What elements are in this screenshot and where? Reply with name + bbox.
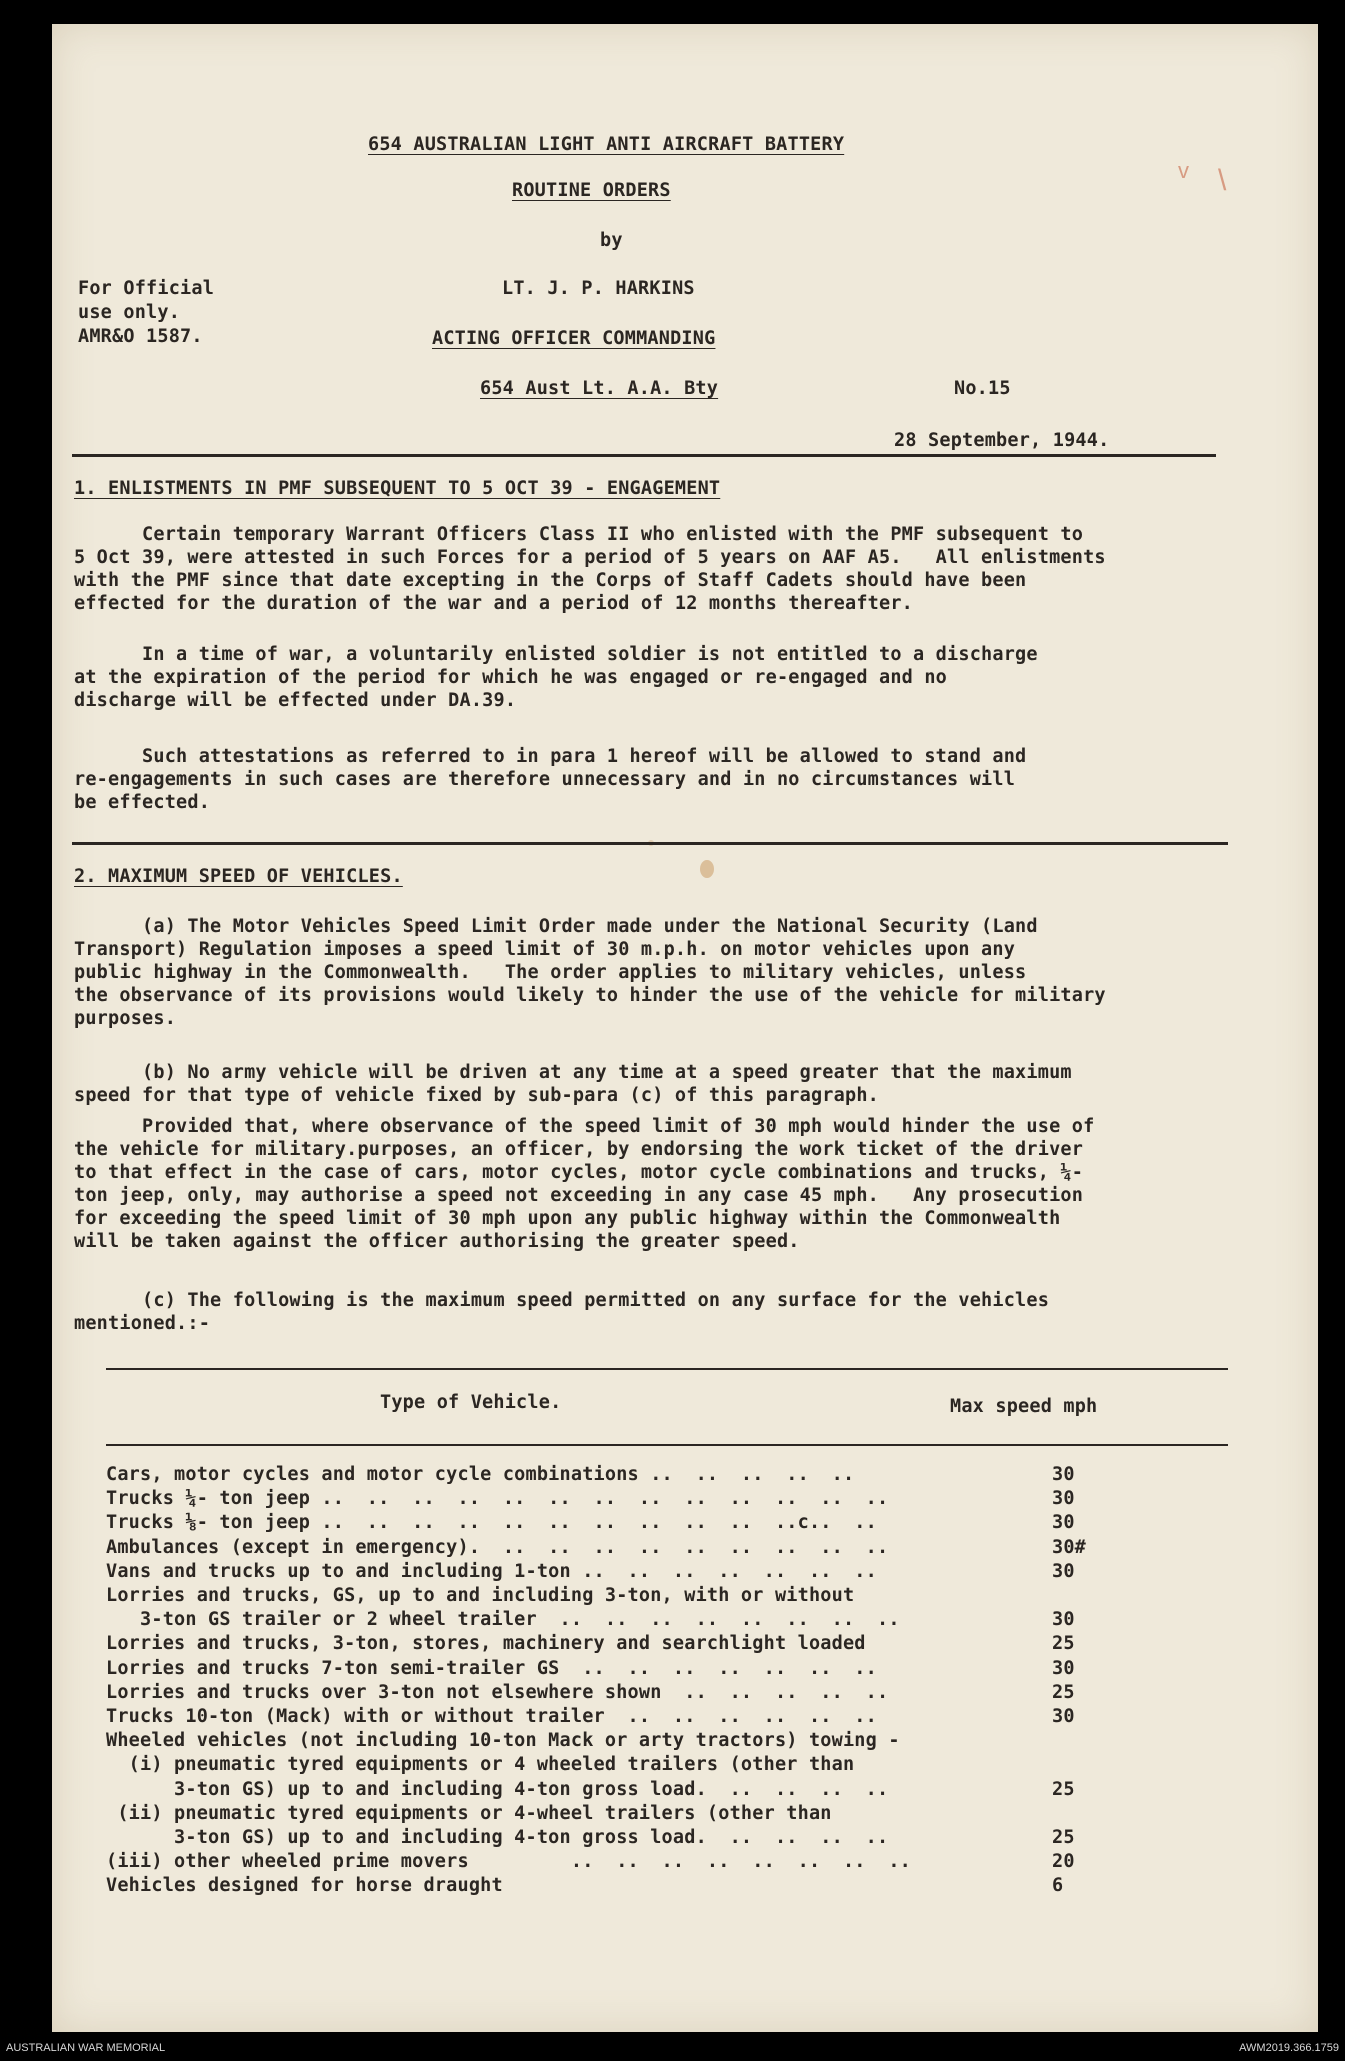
paragraph (74, 1290, 1049, 1334)
vehicle-type-cell: (ii) pneumatic tyred equipments or 4-wheel trailers (other than (106, 1802, 832, 1824)
max-speed-cell: 30 (1052, 1512, 1075, 1534)
text-line: Transport) Regulation imposes a speed limit of 30 m.p.h. on motor vehicles upon any (74, 939, 1016, 960)
table-row (106, 1754, 1266, 1778)
paragraph (74, 746, 1026, 813)
archive-credit: AUSTRALIAN WAR MEMORIAL (6, 2042, 166, 2054)
paragraph (74, 524, 1106, 614)
text-line: with the PMF since that date excepting in the Corps of Staff Cadets should have been (74, 570, 1027, 591)
text-line: re-engagements in such cases are therefore unnecessary and in no circumstances will (74, 769, 1016, 790)
text-line: ton jeep, only, may authorise a speed not exceeding in any case 45 mph. Any prosecution (74, 1185, 1084, 1206)
table-row (106, 1585, 1266, 1609)
max-speed-cell: 30 (1052, 1488, 1075, 1510)
table-row (106, 1561, 1266, 1585)
paragraph (74, 916, 1106, 1029)
table-row (106, 1658, 1266, 1682)
text-line: mentioned.:- (74, 1313, 211, 1334)
vehicle-type-cell: Lorries and trucks 7-ton semi-trailer GS .. .. .. .. .. .. .. (106, 1657, 877, 1679)
text-line: Provided that, where observance of the speed limit of 30 mph would hinder the use of (74, 1116, 1095, 1137)
section-rule (72, 842, 1228, 845)
paragraph (74, 644, 1038, 711)
pencil-tick-mark: \ (1218, 164, 1227, 197)
pencil-tick-mark: v (1178, 158, 1189, 183)
max-speed-cell: 6 (1052, 1875, 1064, 1897)
text-line: Certain temporary Warrant Officers Class II who enlisted with the PMF subsequent to (74, 524, 1084, 545)
text-line: effected for the duration of the war and a period of 12 months thereafter. (74, 593, 914, 614)
text-line: (c) The following is the maximum speed permitted on any surface for the vehicles (74, 1290, 1050, 1311)
max-speed-cell: 25 (1052, 1681, 1075, 1703)
paragraph (74, 1062, 1072, 1106)
vehicle-type-cell: Lorries and trucks over 3-ton not elsewhere shown .. .. .. .. .. (106, 1681, 889, 1703)
paragraph (74, 1116, 1094, 1252)
max-speed-cell: 30# (1052, 1536, 1087, 1558)
unit-short-name: 654 Aust Lt. A.A. Bty (480, 378, 719, 399)
vehicle-type-cell: Trucks ⅛- ton jeep .. .. .. .. .. .. .. .. .. .. ..c.. .. (106, 1512, 877, 1534)
table-top-rule (106, 1368, 1228, 1370)
vehicle-type-cell: (iii) other wheeled prime movers .. .. .. .. .. .. .. .. (106, 1851, 911, 1873)
table-row (106, 1851, 1266, 1875)
vehicle-type-cell: (i) pneumatic tyred equipments or 4 wheeled trailers (other than (106, 1754, 855, 1776)
vehicle-type-cell: 3-ton GS) up to and including 4-ton gross load. .. .. .. .. (106, 1827, 889, 1848)
text-line: the observance of its provisions would likely to hinder the use of the vehicle for military (74, 985, 1106, 1006)
text-line: be effected. (74, 792, 211, 813)
table-row (106, 1827, 1266, 1851)
max-speed-cell: 25 (1052, 1827, 1075, 1848)
vehicle-type-cell: Trucks ¼- ton jeep .. .. .. .. .. .. .. .. .. .. .. .. .. (106, 1488, 889, 1510)
section-heading: 1. ENLISTMENTS IN PMF SUBSEQUENT TO 5 OCT 39 - ENGAGEMENT (74, 478, 721, 499)
table-header-speed: Max speed mph (950, 1396, 1098, 1417)
section-heading: 2. MAXIMUM SPEED OF VEHICLES. (74, 866, 403, 887)
vehicle-type-cell: Cars, motor cycles and motor cycle combinations .. .. .. .. .. (106, 1464, 855, 1485)
archive-reference: AWM2019.366.1759 (1239, 2042, 1339, 2054)
table-row (106, 1730, 1266, 1754)
table-row (106, 1779, 1266, 1803)
max-speed-cell: 25 (1052, 1778, 1075, 1800)
table-row (106, 1488, 1266, 1512)
classification-line: AMR&O 1587. (78, 326, 203, 347)
text-line: In a time of war, a voluntarily enlisted soldier is not entitled to a discharge (74, 644, 1038, 665)
order-date: 28 September, 1944. (894, 430, 1110, 451)
vehicle-type-cell: Vehicles designed for horse draught (106, 1875, 503, 1897)
max-speed-cell: 30 (1052, 1657, 1075, 1679)
max-speed-cell: 25 (1052, 1633, 1075, 1655)
classification-line: use only. (78, 302, 181, 323)
paper-stain (700, 860, 714, 878)
table-row (106, 1609, 1266, 1633)
text-line: speed for that type of vehicle fixed by sub-para (c) of this paragraph. (74, 1085, 879, 1106)
vehicle-type-cell: Lorries and trucks, 3-ton, stores, machinery and searchlight loaded (106, 1633, 866, 1655)
header-rule (72, 454, 1216, 457)
vehicle-type-cell: 3-ton GS) up to and including 4-ton gross load. .. .. .. .. (106, 1778, 889, 1800)
text-line: (b) No army vehicle will be driven at any time at a speed greater that the maximum (74, 1062, 1072, 1083)
text-line: public highway in the Commonwealth. The order applies to military vehicles, unless (74, 962, 1027, 983)
text-line: at the expiration of the period for which he was engaged or re-engaged and no (74, 667, 948, 688)
table-row (106, 1512, 1266, 1536)
doc-type-title: ROUTINE ORDERS (512, 180, 671, 201)
text-line: purposes. (74, 1008, 177, 1029)
max-speed-cell: 30 (1052, 1464, 1075, 1485)
table-header-rule (106, 1444, 1228, 1446)
vehicle-type-cell: Vans and trucks up to and including 1-ton .. .. .. .. .. .. .. (106, 1560, 877, 1582)
table-row (106, 1633, 1266, 1657)
text-line: to that effect in the case of cars, motor cycles, motor cycle combinations and trucks, ¼- (74, 1162, 1084, 1183)
vehicle-type-cell: Wheeled vehicles (not including 10-ton Mack or arty tractors) towing - (106, 1730, 900, 1752)
text-line: 5 Oct 39, were attested in such Forces for a period of 5 years on AAF A5. All enlistments (74, 547, 1106, 568)
table-row (106, 1537, 1266, 1561)
max-speed-cell: 30 (1052, 1560, 1075, 1582)
vehicle-type-cell: Lorries and trucks, GS, up to and including 3-ton, with or without (106, 1585, 855, 1606)
unit-title: 654 AUSTRALIAN LIGHT ANTI AIRCRAFT BATTERY (368, 134, 845, 155)
text-line: (a) The Motor Vehicles Speed Limit Order made under the National Security (Land (74, 916, 1038, 937)
table-row (106, 1682, 1266, 1706)
table-row (106, 1464, 1266, 1488)
officer-title: ACTING OFFICER COMMANDING (432, 328, 716, 349)
max-speed-cell: 30 (1052, 1706, 1075, 1727)
text-line: will be taken against the officer authorising the greater speed. (74, 1231, 800, 1252)
max-speed-cell: 30 (1052, 1609, 1075, 1631)
classification-line: For Official (78, 278, 215, 299)
order-number: No.15 (954, 378, 1011, 399)
vehicle-type-cell: Trucks 10-ton (Mack) with or without trailer .. .. .. .. .. .. (106, 1706, 877, 1727)
vehicle-type-cell: Ambulances (except in emergency). .. .. .. .. .. .. .. .. .. (106, 1536, 889, 1558)
table-header-type: Type of Vehicle. (380, 1392, 562, 1413)
max-speed-cell: 20 (1052, 1851, 1075, 1873)
table-row (106, 1706, 1266, 1730)
text-line: the vehicle for military.purposes, an officer, by endorsing the work ticket of the driver (74, 1139, 1084, 1160)
officer-name: LT. J. P. HARKINS (502, 278, 695, 299)
text-line: discharge will be effected under DA.39. (74, 690, 517, 711)
table-row (106, 1875, 1266, 1899)
text-line: Such attestations as referred to in para 1 hereof will be allowed to stand and (74, 746, 1027, 767)
vehicle-type-cell: 3-ton GS trailer or 2 wheel trailer .. .. .. .. .. .. .. .. (106, 1609, 900, 1631)
by-label: by (600, 230, 623, 251)
table-row (106, 1803, 1266, 1827)
text-line: for exceeding the speed limit of 30 mph upon any public highway within the Commonwealth (74, 1208, 1061, 1229)
